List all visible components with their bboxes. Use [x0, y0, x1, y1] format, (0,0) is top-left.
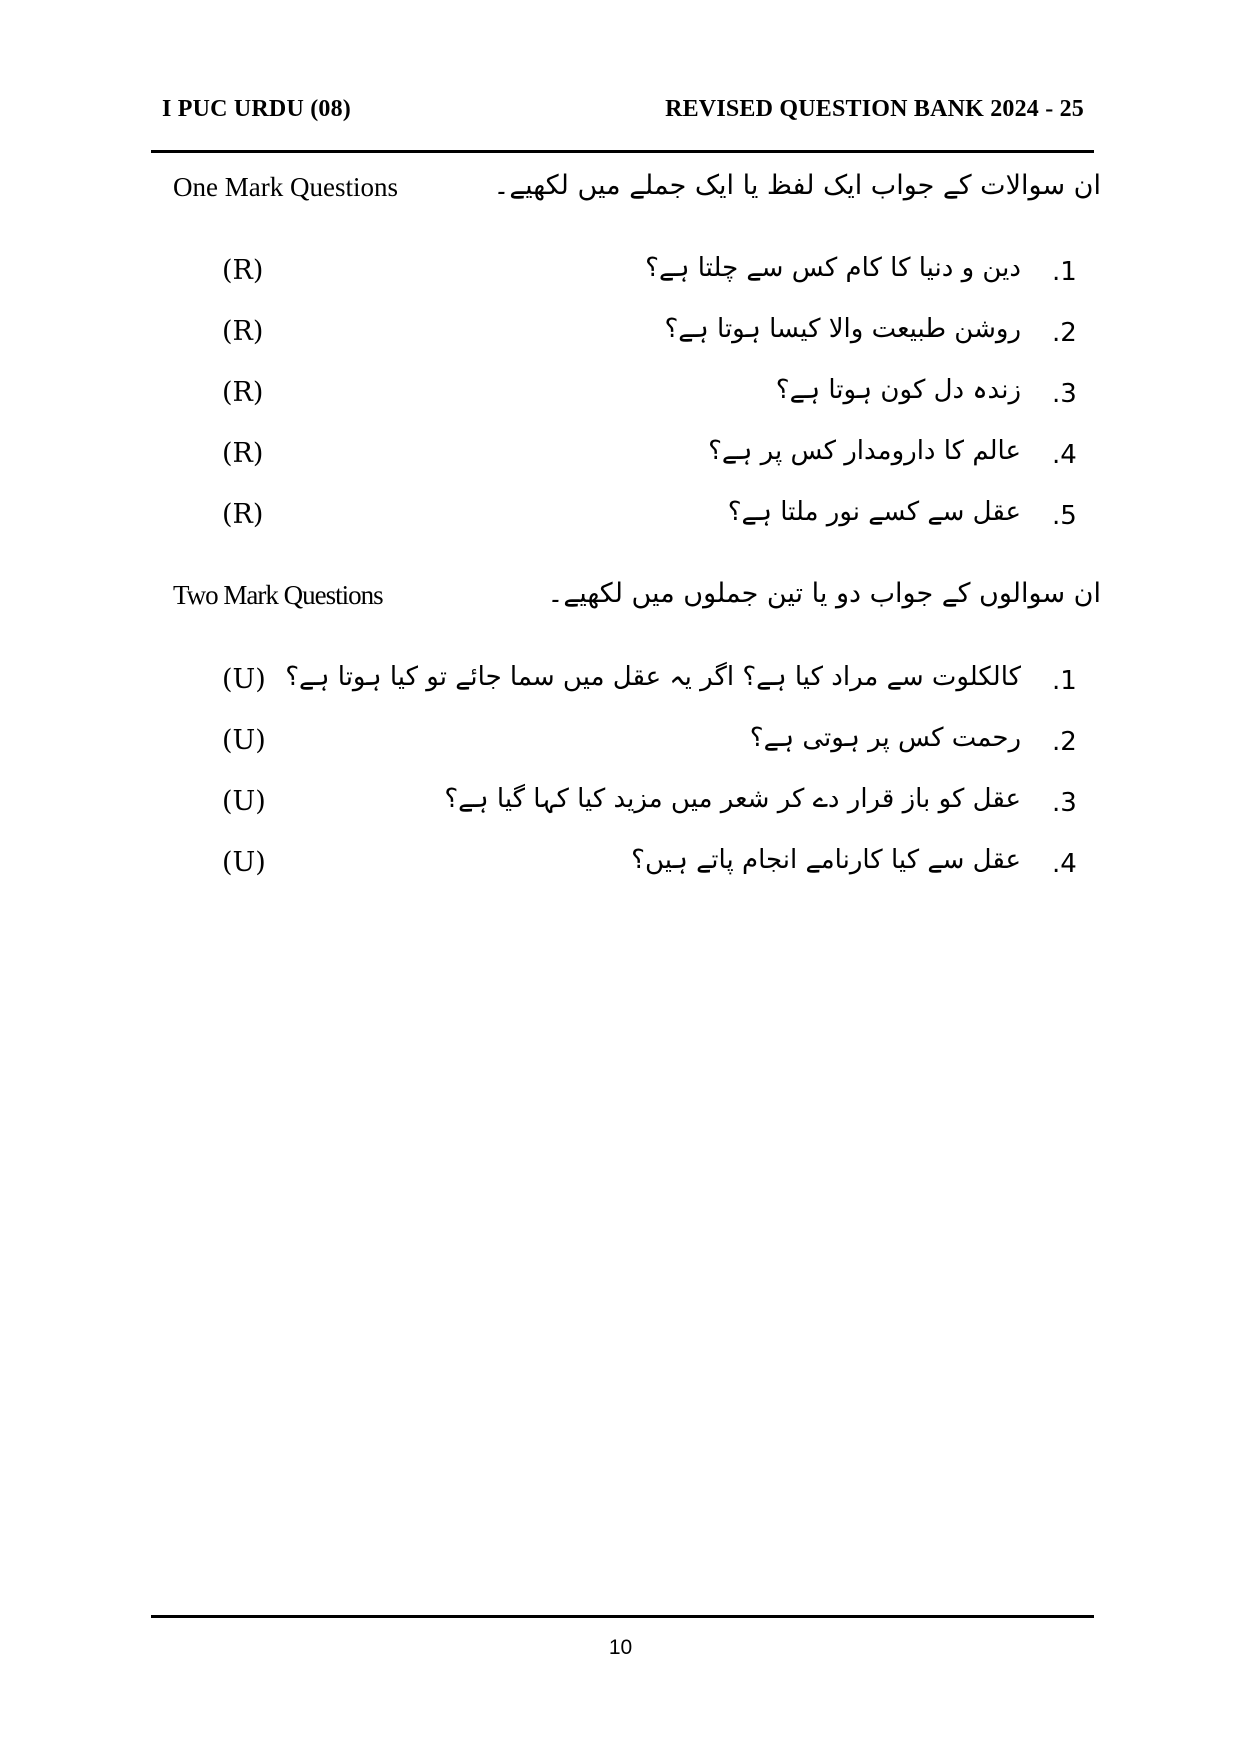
- question-text: روشن طبیعت والا کیسا ہوتا ہے؟: [664, 314, 1021, 344]
- two-mark-question-1: [0, 664, 1241, 708]
- question-text: رحمت کس پر ہوتی ہے؟: [749, 723, 1021, 753]
- question-number: .2: [1052, 318, 1077, 348]
- header-document-title: REVISED QUESTION BANK 2024 - 25: [665, 96, 1084, 122]
- page-number: 10: [608, 1636, 633, 1659]
- two-mark-question-3: [0, 786, 1241, 830]
- question-number: .1: [1052, 257, 1077, 287]
- one-mark-question-3: [0, 377, 1241, 421]
- header-divider: [151, 150, 1094, 153]
- question-number: .4: [1052, 849, 1077, 879]
- one-mark-question-5: [0, 499, 1241, 543]
- one-mark-question-4: [0, 438, 1241, 482]
- question-text: زندہ دل کون ہوتا ہے؟: [775, 375, 1021, 405]
- question-tag: (R): [222, 377, 264, 408]
- question-tag: (U): [222, 725, 266, 756]
- one-mark-heading-ur: ان سوالات کے جواب ایک لفظ یا ایک جملے میں لکھیے۔: [493, 170, 1101, 201]
- two-mark-question-4: [0, 847, 1241, 891]
- question-tag: (R): [222, 255, 264, 286]
- question-tag: (U): [222, 786, 266, 817]
- question-text: عقل کو باز قرار دے کر شعر میں مزید کیا کہا گیا ہے؟: [444, 784, 1021, 814]
- question-tag: (U): [222, 847, 266, 878]
- question-number: .5: [1052, 501, 1077, 531]
- question-number: .1: [1052, 666, 1077, 696]
- question-number: .3: [1052, 379, 1077, 409]
- question-number: .2: [1052, 727, 1077, 757]
- question-number: .3: [1052, 788, 1077, 818]
- question-number: .4: [1052, 440, 1077, 470]
- two-mark-heading-en: Two Mark Questions: [173, 580, 383, 610]
- one-mark-question-1: [0, 255, 1241, 299]
- question-tag: (R): [222, 316, 264, 347]
- two-mark-heading-ur: ان سوالوں کے جواب دو یا تین جملوں میں لکھیے۔: [547, 578, 1101, 609]
- question-text: عقل سے کیا کارنامے انجام پاتے ہیں؟: [631, 845, 1021, 875]
- question-tag: (R): [222, 499, 264, 530]
- question-text: عالم کا دارومدار کس پر ہے؟: [708, 436, 1021, 466]
- header-course-title: I PUC URDU (08): [162, 96, 351, 122]
- question-text: کالکلوت سے مراد کیا ہے؟ اگر یہ عقل میں سما جائے تو کیا ہوتا ہے؟: [285, 662, 1021, 692]
- question-tag: (R): [222, 438, 264, 469]
- one-mark-heading-en: One Mark Questions: [173, 172, 398, 202]
- question-text: عقل سے کسے نور ملتا ہے؟: [727, 497, 1021, 527]
- question-text: دین و دنیا کا کام کس سے چلتا ہے؟: [645, 253, 1021, 283]
- one-mark-question-2: [0, 316, 1241, 360]
- footer-divider: [151, 1615, 1094, 1618]
- two-mark-question-2: [0, 725, 1241, 769]
- question-tag: (U): [222, 664, 266, 695]
